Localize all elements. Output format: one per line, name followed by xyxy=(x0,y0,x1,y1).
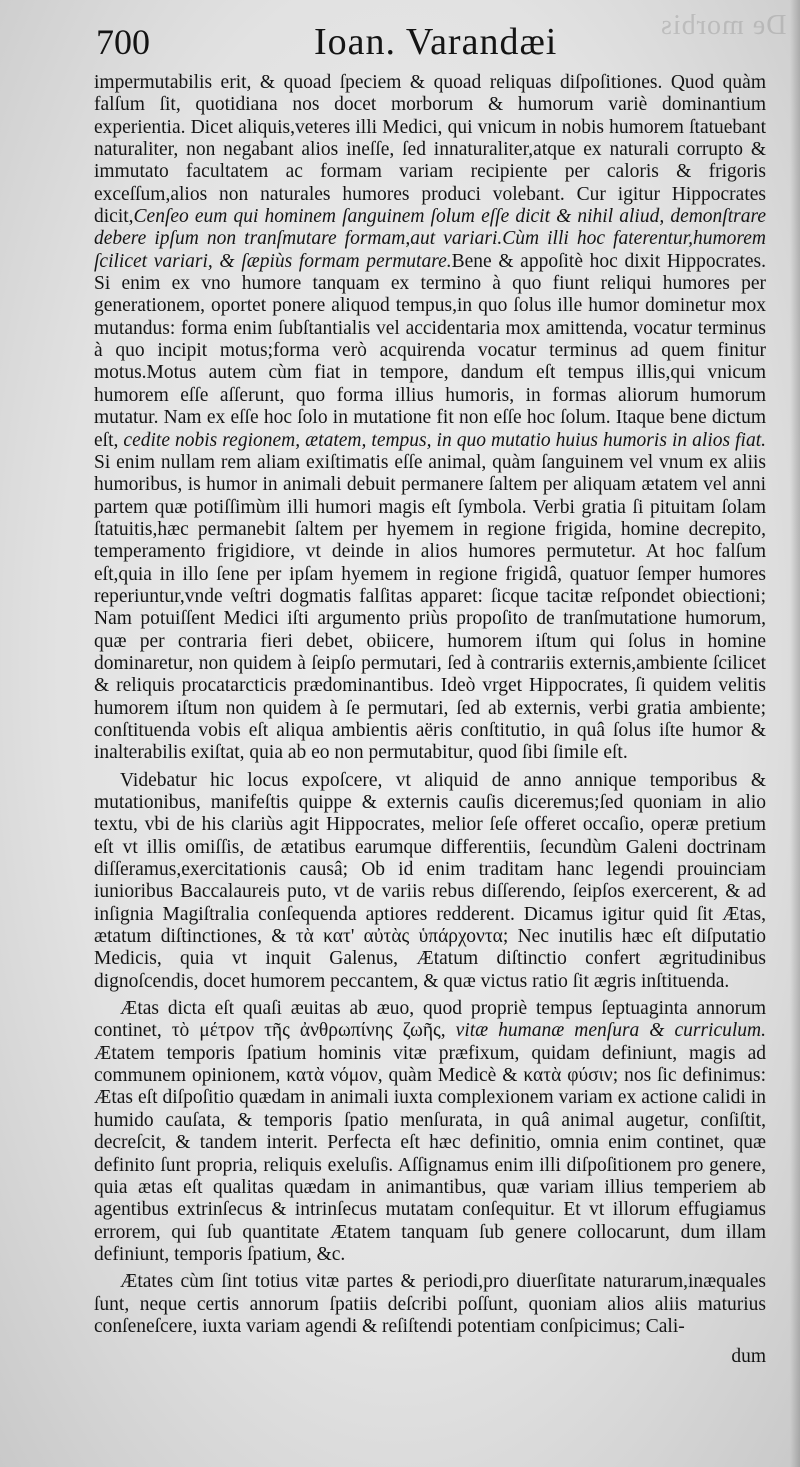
text-body xyxy=(94,72,766,1338)
paragraph xyxy=(94,72,766,765)
text-segment: Bene & appoſitè hoc dixit Hippocrates. Si enim ex vno humore tanquam ex termino à quo fiunt reliqui humores per generationem, oportet ponere aliquod tempus,in quo ſolus ille humor dominetur mox mutandus: forma enim ſubſtantialis vel accidentaria mox amittenda, vocatur terminus à quo incipit motus;forma verò acquirenda vocatur terminus ad quem finitur motus.Motus autem cùm fiat in tempore, dandum eſt tempus illis,qui vnicum humorem eſſe aſſerunt, quo forma illius humoris, in formas aliorum humorum mutatur. Nam ex eſſe hoc ſolo in mutatione fit non eſſe hoc ſolum. Itaque bene dictum eſt, xyxy=(94,250,766,451)
running-head: Ioan. Varandæi xyxy=(314,21,558,63)
text-segment: Si enim nullam rem aliam exiſtimatis eſſe animal, quàm ſanguinem vel vnum ex aliis humoribus, is humor in animali debuit permanere ſaltem per aliquam ætatem vel anni partem quæ potiſſimùm illi humori magis eſt ſymbola. Verbi gratia ſi pituitam ſolam ſtatuitis,hæc permanebit ſaltem per hyemem in regione frigida, homine decrepito, temperamento frigidiore, vt deinde in alios humores permutetur. At hoc falſum eſt,quia in illo ſene per ipſam hyemem in regione frigidâ, quatuor ſemper humores reperiuntur,vnde veſtri dogmatis falſitas apparet: ſicque tacitæ reſpondet obiectioni; Nam potuiſſent Medici iſti argumento priùs propoſito de tranſmutatione humorum, quæ per contraria fieri debet, obiicere, humorem iſtum qui ſolus in homine dominaretur, non quidem à ſeipſo permutari, ſed à contrariis externis,ambiente ſcilicet & reliquis procatarcticis prædominantibus. Ideò vrget Hippocrates, ſi quidem velitis humorem iſtum non quidem à ſe permutari, ſed ab externis, verbi gratia ambiente; conſtituenda vobis eſt aliqua ambientis aëris conſtitutio, in quâ ſolus iſte humor & inalterabilis exiſtat, quia ab eo non permutabitur, quod ſibi ſimile eſt. xyxy=(94,451,766,764)
paragraph xyxy=(94,1271,766,1338)
page-edge-shadow xyxy=(790,0,800,1467)
text-segment: Videbatur hic locus expoſcere, vt aliquid de anno annique temporibus & mutationibus, manifeſtis quippe & externis cauſis diceremus;ſed quoniam in alio textu, vbi de his clariùs agit Hippocrates, melior ſeſe offeret occaſio, operæ pretium eſt vt illis omiſſis, de ætatibus earumque differentiis, ſecundùm Galeni doctrinam diſſeramus,exercitationis causâ; Ob id enim traditam hanc legendi prouinciam iunioribus Baccalaureis puto, vt de variis rebus diſſerendo, ſeipſos exercerent, & ad inſignia Magiſtralia conſequenda aptiores redderent. Dicamus igitur quid ſit Ætas, ætatum diſtinctiones, & τὰ κατ' αὐτὰς ὑπάρχοντα; Nec inutilis hæc eſt diſputatio Medicis, quia vt inquit Galenus, Ætatum diſtinctio confert ægritudinibus dignoſcendis, docet humorem peccantem, & quæ victus ratio ſit ægris inſtituenda. xyxy=(94,769,766,992)
page-number: 700 xyxy=(96,22,150,62)
text-segment: Ætates cùm ſint totius vitæ partes & periodi,pro diuerſitate naturarum,inæquales ſunt, neque certis annorum ſpatiis deſcribi poſſunt, quoniam alios aliis maturius conſeneſcere, iuxta variam agendi & reſiſtendi potentiam conſpicimus; Cali- xyxy=(94,1271,766,1337)
italic-text-segment: cedite nobis regionem, ætatem, tempus, in quo mutatio huius humoris in alios fiat. xyxy=(123,429,766,451)
italic-text-segment: vitæ humanæ menſura & curriculum. xyxy=(455,1020,767,1042)
page-header xyxy=(96,22,770,66)
catchword: dum xyxy=(731,1346,766,1367)
show-through-bleed: De morbis xyxy=(659,10,786,41)
paragraph xyxy=(94,998,766,1266)
italic-text-segment: Cenſeo eum qui hominem ſanguinem ſolum eſſe dicit & nihil aliud, demonſtrare debere ipſum non tranſmutare formam,aut variari.Cùm illi hoc faterentur,humorem ſcilicet variari, & ſæpiùs formam permutare. xyxy=(94,206,766,272)
text-segment: Ætas dicta eſt quaſi æuitas ab æuo, quod propriè tempus ſeptuaginta annorum continet, τὸ μέτρον τῆς ἀνθρωπίνης ζωῆς, xyxy=(94,998,766,1042)
text-segment: impermutabilis erit, & quoad ſpeciem & quoad reliquas diſpoſitiones. Quod quàm falſum ſit, quotidiana nos docet morborum & humorum variè dominantium experientia. Dicet aliquis,veteres illi Medici, qui vnicum in nobis humorem ſtatuebant naturaliter, non negabant alios ineſſe, ſed innaturaliter,atque ex naturali corrupto & immutato facultatem ac formam variam recipiente per caloris & frigoris exceſſum,alios non naturales humores produci volebant. Cur igitur Hippocrates dicit, xyxy=(94,72,766,228)
paragraph xyxy=(94,770,766,993)
text-segment: Ætatem temporis ſpatium hominis vitæ præfixum, quidam definiunt, magis ad communem opinionem, κατὰ νόμον, quàm Medicè & κατὰ φύσιν; nos ſic definimus: Ætas eſt diſpoſitio quædam in animali iuxta complexionem variam ex actione calidi in humido cauſata, & temporis ſpatio menſurata, in quâ animal augetur, conſiſtit, decreſcit, & tandem interit. Perfecta eſt hæc definitio, omnia enim continet, quæ definito ſunt propria, reliquis exeluſis. Aſſignamus enim illi diſpoſitionem pro genere, quia ætas eſt qualitas quædam in animantibus, quæ variam illius temperiem ab agentibus extrinſecus & intrinſecus mutatam conſequitur. Et vt illorum effugiamus errorem, qui ſub quantitate Ætatem tanquam ſub genere collocarunt, dum illam definiunt, temporis ſpatium, &c. xyxy=(94,1042,766,1265)
